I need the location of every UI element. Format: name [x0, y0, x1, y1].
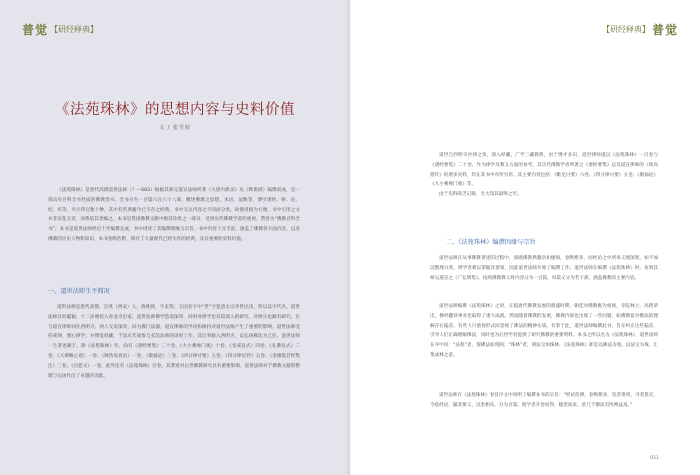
intro-paragraph-block: [48, 186, 300, 245]
left-page-header: [22, 21, 100, 38]
continuation-note: 由于史料缺乏记载，尤大知其最终之年。: [439, 192, 522, 198]
right-page-header: [600, 21, 678, 38]
purpose-paragraph: 道世法师编撰《法苑珠林》之时，正值唐代佛教发展的鼎盛时期，朝廷对佛教极为重视，寺院林立，高僧辈出，佛经翻译事业也取得了重大成就。然而随着佛教的发展，佛教内部也出现了一些问题，如佛教徒对佛法的理解存在偏差，有些人只重视形式而忽视了佛法的精神实质。有鉴于此，道世法师编撰此书，旨在纠正这些偏差，引导人们正确理解佛法，同时也为后世学者提供了研究佛教的重要资料。本书之所以名为《法苑珠林》，道世法师在序中说：“法苑”者，谓佛法如苑囿；“珠林”者，谓法宝如珠林，《法苑珠林》即是以佛法为苑、以法宝为珠，汇集成林之意。: [430, 304, 658, 358]
section-heading-2: 二、《法苑珠林》编撰因缘与宗旨: [446, 239, 536, 246]
page-gutter: [347, 0, 353, 475]
biography-paragraph: 道世法师是唐代高僧，京兆（西安）人，俗姓韩，字玄恽。又因名字中“世”字犯唐太宗李世民讳，所以以字代名。道世法师自幼聪颖，十二岁便投入青龙寺出家。道世法师佛学造诣深厚，同时对律学也有较深入的研究，对律宗也颇有研究。后与道宣律师同住西明寺，两人交谊深厚，同为佛门法器，道宣律师的学问和修持对道世法师产生了重要的影响。道世法师受持戒律，潜心律学，并博览经藏，于显庆年间参与玄奘法师的译经工作，其后奉敕入西明寺，以弘扬佛法为己任。道世法师一生著述颇丰，除《法苑珠林》外，尚有《诸经要集》二十卷、《大小乘禅门观》十卷、《受戒仪式》四卷、《礼佛仪式》二卷、《大乘略止观》一卷、《辩伪显真论》一卷、《敬福论》三卷、《四分律讨要》五卷、《四分律尼钞》五卷、《金刚般若经集注》三卷、《百愿文》一卷，此外还有《法苑珠林》百卷。其著述对后世佛教研究具有重要影响，道世法师对于佛教文献的整理与弘扬作出了卓越的贡献。: [48, 305, 300, 379]
compilation-paragraph-block: [430, 254, 658, 283]
preface-paragraph: 道世法师在《法苑珠林》卷首序文中说明了编撰本书的宗旨：“经论浩博，卷帙繁多，览者难周，寻者莫究，今依经论，撮其要义，以类相从，分为百篇，使学者开卷而得，随类而求，庶几于佛法有所裨益焉。”: [430, 393, 658, 408]
preface-paragraph-block: [430, 391, 658, 411]
continuation-paragraph-block: [430, 151, 658, 200]
compilation-paragraph: 道世法师在从事佛教著述的过程中，深感佛教典籍浩如烟海，卷帙繁多，而经论之中所说义理深奥，如不加以整理分类，则学者难以掌握其要领，因此道世法师开始了编撰工作。道世法师在编撰《法苑珠林》时，仿效其师兄道宣之《广弘明集》，按照佛教教义将内容分为一百篇，每篇又分为若干部，涵盖佛教的主要内容。: [430, 256, 658, 281]
column-tag: 【研经释典】: [50, 25, 99, 34]
continuation-paragraph: 道世自西明寺沙律之余，深入经藏，广学三藏教典，由于博才多识，道世律师遂以《法苑珠林》一百卷与《诸经要集》二十卷，作为律学及教义方面的参考，其历代佛教学者所著之《诸经要集》以及道宣律师的《续高僧传》的诸多史料，均在其书中有所引用。其主要内容包括：《毗尼讨要》六卷、《四分律讨要》五卷、《敬福论》《大小乘禅门观》等。: [430, 153, 658, 188]
section-heading-2-wrapper: [446, 237, 536, 246]
intro-paragraph: 《法苑珠林》是唐代高僧道世法师（？—683）根据其师兄道宣法师所著《大唐内典录》及《释迦谱》编撰而成，是一部具有百科全书性质的佛教类书。全书分为一百篇六百六十八部，概述佛教之思想、术语、法数等，博引诸经、律、论、纪、传等，共计四百数十种，其中有些典籍今已不存之经典，书中又以内容之不同而分类。故使用极为方便，书中引用之文并非杂乱无章，而系依其类编之。本书是我国佛教文献中极其珍贵之一部书，受到历代佛教学者的重视，赞誉为“佛教百科全书”。本书是道世法师经过十年编撰完成，书中讲述了其编撰理缘与宗旨，书中内容十分丰富，涵盖了佛教各方面内容，以及佛教的历史人物和知识，本书卷帙浩繁，保存了大量现代已经失传的经典，具有重要的史料价值。: [48, 188, 300, 242]
column-tag: 【研经释典】: [601, 25, 650, 34]
brand-logo: 普觉: [651, 23, 678, 37]
brand-logo: 普觉: [22, 23, 49, 37]
purpose-paragraph-block: [430, 302, 658, 361]
article-title: 《法苑珠林》的思想内容与史料价值: [55, 102, 295, 118]
page-number: 031: [650, 456, 659, 461]
section-heading-1-wrapper: [48, 286, 110, 295]
biography-paragraph-block: [48, 303, 300, 381]
section-heading-1: 一、道世法师生平简况: [48, 288, 110, 295]
author-byline: 文 / 张雪姣: [159, 125, 191, 131]
